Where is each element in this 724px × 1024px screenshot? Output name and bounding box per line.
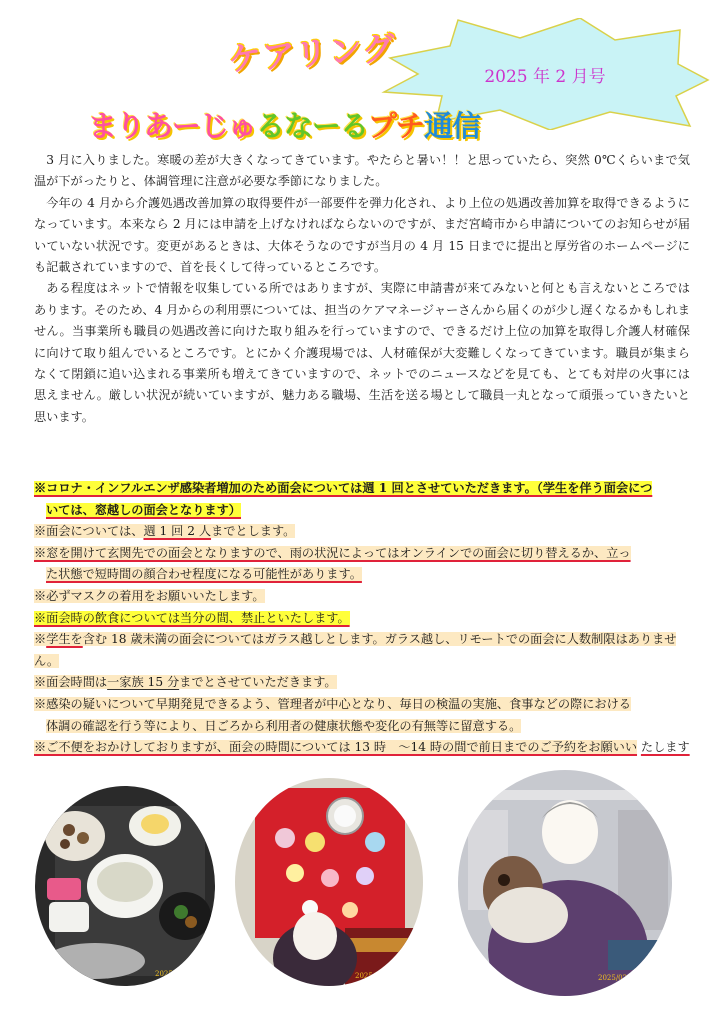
notice-text: ※ご不便をおかけしておりますが、面会の時間については 13 時 ～14 時の間で前日までのご予約をお願いい	[34, 740, 638, 755]
notice-text: た状態で短時間の顔合わせ程度になる可能性があります。	[46, 567, 362, 582]
photo-date-stamp: 2025/02/...	[355, 972, 394, 980]
notice-text: までとします。	[211, 524, 296, 539]
notice-text: ※必ずマスクの着用をお願いいたします。	[34, 588, 265, 603]
notice-entrance-visits	[34, 543, 694, 586]
issue-date: 2025 年 2 月号	[484, 67, 606, 87]
notice-students-glass	[34, 629, 694, 672]
article-body	[34, 150, 690, 428]
notice-emphasis: 一家族 15 分	[107, 675, 180, 690]
notice-text: ※面会については、	[34, 524, 144, 539]
title-part-tsushin: 通信	[424, 109, 481, 143]
notice-infection-check	[34, 694, 694, 737]
photo-date-stamp: 2025/02/...	[598, 974, 637, 982]
visitation-notices	[34, 478, 694, 759]
notice-text: ※面会時の飲食については当分の間、禁止といたします。	[34, 610, 350, 625]
notice-text: ※窓を開けて玄関先での面会となりますので、雨の状況によってはオンラインでの面会に切り替えるか、立っ	[34, 545, 631, 560]
notice-text: ※	[34, 632, 47, 647]
notice-text: 含む 18 歳未満の面会についてはガラス越しとします。ガラス越し、リモートでの面会に人数制限はありません。	[34, 632, 677, 668]
paragraph-2: 今年の 4 月から介護処遇改善加算の取得要件が一部要件を弾力化され、より上位の処遇改善加算を取得できるようになっています。本来なら 2 月には申請を上げなければならないのですが、まだ宮崎市から申請についてのお知らせが届いていない状況です。変更があるときは、大体そうなのですが当月の 4 月 15 日までに提出と厚労省のホームページにも記載されていますので、首を長くして待っているところです。	[34, 195, 690, 275]
paragraph-3: ある程度はネットで情報を収集している所ではありますが、実際に申請書が来てみないと何とも言えないところではあります。そのため、4 月からの利用票については、担当のケアマネージャーさんから届くのが少し遅くなるかもしれません。当事業所も職員の処遇改善に向けた取り組みを行っていますので、できるだけ上位の加算を取得し介護人材確保に向けて取り組んでいるところです。とにかく介護現場では、人材確保が大変難しくなってきています。職員が集まらなくて閉鎖に追い込まれる事業所も増えてきていますので、ネットでのニュースなどを見ても、とても対岸の火事には思えません。厳しい状況が続いていますが、魅力ある職場、生活を送る場として職員一丸となって頑張っていきたいと思います。	[34, 281, 690, 424]
photo-meal	[35, 786, 215, 986]
photo-hina-dolls	[235, 778, 423, 986]
photo-resident-with-dog	[458, 770, 672, 996]
notice-emphasis: 週 1 回 2 人	[143, 524, 212, 539]
notice-text: たします	[640, 740, 690, 755]
notice-no-food	[34, 608, 694, 630]
title-part-lunar: るなーる	[256, 109, 369, 143]
notice-mask	[34, 586, 694, 608]
newsletter-subtitle: ケアリング	[226, 28, 398, 79]
paragraph-1: 3 月に入りました。寒暖の差が大きくなってきています。やたらと暑い！！と思っていたら、突然 0℃くらいまで気温が下がったりと、体調管理に注意が必要な季節になりました。	[34, 153, 690, 189]
title-part-petit: プチ	[368, 109, 425, 143]
title-part-mariage: まりあーじゅ	[88, 109, 257, 143]
notice-text: ※面会時間は	[34, 675, 108, 690]
notice-emphasis: 学生を	[46, 632, 83, 647]
notice-visit-hours	[34, 737, 694, 759]
notice-text: 体調の確認を行う等により、日ごろから利用者の健康状態や変化の有無等に留意する。	[46, 718, 522, 733]
photo-date-stamp: 2025/02/...	[155, 970, 194, 978]
notice-visit-limit	[34, 521, 694, 543]
notice-text: いては、窓越しの面会となります）	[46, 502, 241, 517]
notice-text: ※コロナ・インフルエンザ感染者増加のため面会については週 1 回とさせていただきます。（学生を伴う面会につ	[34, 481, 653, 495]
notice-text: までとさせていただきます。	[179, 675, 337, 690]
notice-covid-visits	[34, 478, 694, 521]
notice-text: ※感染の疑いについて早期発見できるよう、管理者が中心となり、毎日の検温の実施、食事などの際における	[34, 696, 631, 711]
newsletter-title	[88, 104, 480, 145]
notice-visit-duration	[34, 672, 694, 694]
